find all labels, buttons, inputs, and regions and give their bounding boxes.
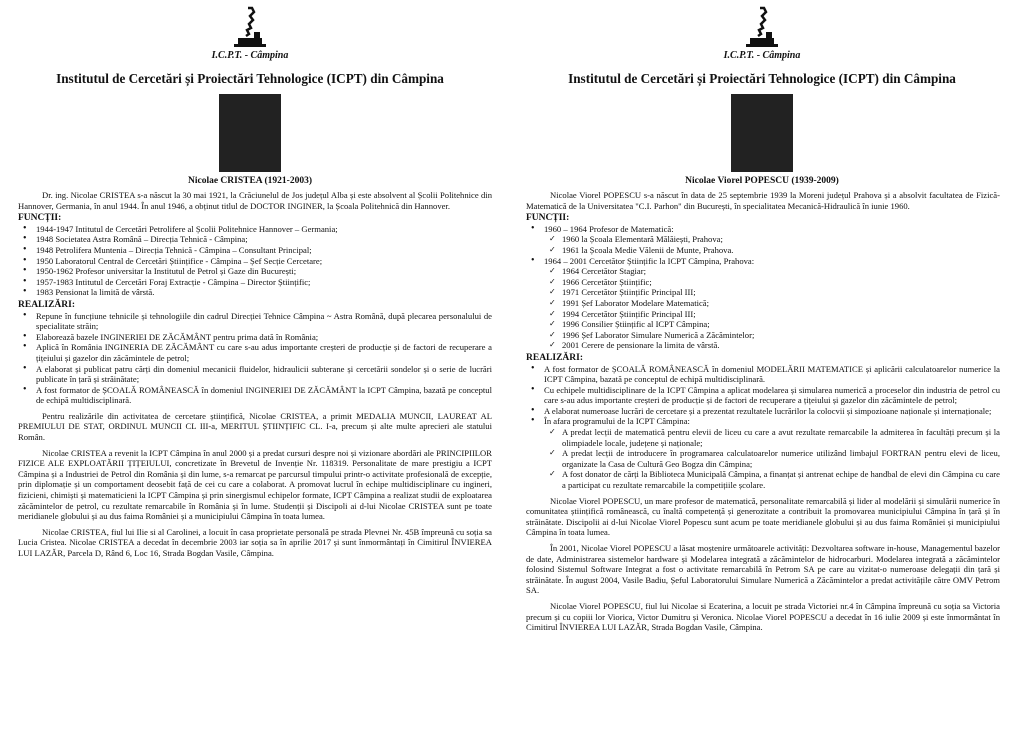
- realizari-list: [526, 364, 1000, 491]
- person-name: Nicolae Viorel POPESCU (1939-2009): [685, 176, 839, 186]
- institute-title: Institutul de Cercetări și Proiectări Tehnologice (ICPT) din Câmpina: [568, 71, 956, 86]
- icpt-logo-icon: [742, 6, 782, 50]
- list-item: ✓ 1994 Cercetător Științific Principal III;: [558, 309, 1000, 320]
- list-item: ✓ 1966 Cercetător Științific;: [558, 277, 1000, 288]
- realizari-heading: REALIZĂRI:: [18, 299, 76, 310]
- list-item: [540, 224, 1000, 256]
- functii-heading: FUNCȚII:: [526, 213, 570, 224]
- list-item: ✓ 1996 Consilier Științific al ICPT Câmpina;: [558, 319, 1000, 330]
- list-item: ✓ A fost donator de cărți la Biblioteca Municipală Câmpina, a finanțat și antrenat echipe de handbal de elevi din Câmpina cu care a participat cu rezultate remarcabile la competițiile școlare.: [558, 469, 1000, 490]
- person-name: Nicolae CRISTEA (1921-2003): [187, 176, 313, 186]
- list-item: • A elaborat și publicat patru cărți din domeniul mecanicii fluidelor, hidraulicii subterane și cercetării sondelor și o serie de lucrări publicate în țară și străinătate;: [32, 364, 492, 385]
- sub-lead: În afara programului de la ICPT Câmpina:: [544, 416, 690, 427]
- list-item: • 1950-1962 Profesor universitar la Institutul de Petrol și Gaze din București;: [32, 266, 492, 277]
- list-item: • 1983 Pensionat la limită de vârstă.: [32, 287, 492, 298]
- list-item: • Cu echipele multidisciplinare de la ICPT Câmpina a aplicat modelarea și simularea numerică a proceselor din industria de petrol cu care s-au adus importante creșteri de producție și de factori de recuperare a țițeiului și gazelor din zăcămintele de petrol;: [540, 385, 1000, 406]
- awards-paragraph: Pentru realizările din activitatea de cercetare științifică, Nicolae CRISTEA, a primit MEDALIA MUNCII, LAUREAT AL PREMIULUI DE STAT, ORDINUL MUNCII CL III-a, MERITUL ȘTIINȚIFIC CL. I-a, precum și alte multe aprecieri ale statului Român.: [18, 410, 492, 443]
- list-item: ✓ 1964 Cercetător Stagiar;: [558, 266, 1000, 277]
- logo-text: I.C.P.T. - Câmpina: [211, 50, 289, 61]
- activities-paragraph: În 2001, Nicolae Viorel POPESCU a lăsat moștenire următoarele activități: Dezvoltarea software in-house, Managementul bazelor de date, Administrarea sistemelor hardware și Modelarea integrată a zăcămintelor de hidrocarburi. Modelarea integrată a zăcămintelor folosind Sistemul Software Integrat a fost o activitate remarcabilă în Petrom SA pe care au vizitat-o numeroase delegații din țară și străinătate. În august 2004, Vasile Badiu, Șeful Laboratorului Simulare Numerică a Zăcămintelor a predat activitățile către OMV Petrom SA.: [526, 543, 1000, 596]
- list-item: • A fost formator de ȘCOALĂ ROMÂNEASCĂ în domeniul INGINERIEI DE ZĂCĂMÂNT la ICPT Câmpina, bazată pe conceptul de echipă multidisciplinară.: [32, 385, 492, 406]
- portrait-photo: [731, 94, 793, 172]
- list-item: [540, 256, 1000, 351]
- logo-text: I.C.P.T. - Câmpina: [723, 50, 801, 61]
- list-item: ✓ A predat lecții de matematică pentru elevii de liceu cu care a avut rezultate remarcabile la admiterea în facultăți precum și la olimpiadele locale, județene și naționale;: [558, 427, 1000, 448]
- sub-list: [544, 427, 1000, 491]
- group-title: 1960 – 1964 Profesor de Matematică:: [544, 223, 674, 234]
- biography-text: [526, 190, 1000, 633]
- list-item: • Repune în funcțiune tehnicile și tehnologiile din cadrul Direcției Tehnice Câmpina ~ Astra Română, după plecarea personalului de specialitate străin;: [32, 311, 492, 332]
- sub-list: [544, 234, 1000, 255]
- list-item: ✓ 1996 Șef Laborator Simulare Numerică a Zăcămintelor;: [558, 330, 1000, 341]
- biography-text: [18, 190, 492, 559]
- list-item: • 1957-1983 Intitutul de Cercetări Foraj Extracție - Câmpina – Director Științific;: [32, 277, 492, 288]
- intro-paragraph: Nicolae Viorel POPESCU s-a născut în data de 25 septembrie 1939 la Moreni județul Prahova și a absolvit facultatea de Fizică-Matematică de la Universitatea "C.I. Parhon" din București, în specialitatea Mecanică-Hidraulică în iunie 1960.: [526, 190, 1000, 211]
- right-page: [512, 0, 1012, 738]
- functii-heading: FUNCȚII:: [18, 213, 62, 224]
- list-item: • 1944-1947 Intitutul de Cercetări Petrolifere al Școlii Politehnice Hannover – Germania;: [32, 224, 492, 235]
- career-paragraph: Nicolae CRISTEA a revenit la ICPT Câmpina în anul 2000 și a predat cursuri despre noi și vizionare abordări ale PRINCIPIILOR FIZICE ALE EXPLOATĂRII ȚIȚEIULUI, concretizate în Brevetul de Invenție Nr. 118319. Personalitate de mare prestigiu a ICPT Câmpina și a Industriei de Petrol din România și din lume, s-a remarcat pe parcursul timpului printr-o activitate profesională de excepție, prin diplomație și un comportament deosebit față de cei cu care a colaborat. A promovat lucrul în echipe multidisciplinare cu ingineri, fizicieni, chimiști și matematicieni la ICPT Câmpina și prin sinergismul echipelor formate, ICPT Câmpina a realizat studii de exploatarea zăcămintelor de petrol, cu rezultate remarcabile în România și în lume. Studenții și Discipoli ai d-lui Nicolae CRISTEA sunt pe toate meridianele globului și au dus faima României și a municipiului Câmpina în toata lumea.: [18, 447, 492, 522]
- list-item: • 1948 Petrolifera Muntenia – Direcția Tehnică - Câmpina – Consultant Principal;: [32, 245, 492, 256]
- group-title: 1964 – 2001 Cercetător Științific la ICPT Câmpina, Prahova:: [544, 255, 755, 266]
- list-item: • Elaborează bazele INGINERIEI DE ZĂCĂMÂNT pentru prima dată în România;: [32, 332, 492, 343]
- functii-list: [526, 224, 1000, 351]
- family-paragraph: Nicolae CRISTEA, fiul lui Ilie si al Carolinei, a locuit în casa proprietate personală pe strada Plevnei Nr. 45B împreună cu soția sa Lucia Cristea. Nicolae CRISTEA a decedat în decembrie 2003 iar soția sa în aprilie 2017 și sunt înmormântați în Cimitirul ÎNVIEREA LUI LAZĂR, Parcela D, Rând 6, Loc 16, Strada Bogdan Vasile, Câmpina.: [18, 526, 492, 558]
- family-paragraph: Nicolae Viorel POPESCU, fiul lui Nicolae si Ecaterina, a locuit pe strada Victoriei nr.4 în Câmpina împreună cu soția sa Victoria precum și cu copiii lor Viorica, Victor Dumitru și Veronica. Nicolae Viorel POPESCU a decedat în 16 iulie 2009 și este înmormântat în Cimitirul ÎNVIEREA LUI LAZĂR, Strada Bogdan Vasile, Câmpina.: [526, 600, 1000, 633]
- list-item: [540, 416, 1000, 490]
- intro-paragraph: Dr. ing. Nicolae CRISTEA s-a născut la 30 mai 1921, la Crăciunelul de Jos județul Alba și este absolvent al Școlii Politehnice din Hannover, Germania, în anul 1944. În anul 1946, a obținut titlul de DOCTOR INGINER, la Școala Politehnică din Hannover.: [18, 190, 492, 211]
- realizari-heading: REALIZĂRI:: [526, 352, 584, 363]
- functii-list: [18, 224, 492, 298]
- list-item: ✓ 2001 Cerere de pensionare la limita de vârstă.: [558, 340, 1000, 351]
- portrait-photo: [219, 94, 281, 172]
- list-item: • A elaborat numeroase lucrări de cercetare și a prezentat rezultatele lucrărilor la colocvii și simpozioane naționale și internaționale;: [540, 406, 1000, 417]
- list-item: • 1950 Laboratorul Central de Cercetări Științifice - Câmpina – Șef Secție Cercetare;: [32, 256, 492, 267]
- list-item: • 1948 Societatea Astra Română – Direcția Tehnică - Câmpina;: [32, 234, 492, 245]
- list-item: ✓ 1991 Șef Laborator Modelare Matematică;: [558, 298, 1000, 309]
- left-page: [0, 0, 500, 738]
- list-item: ✓ 1960 la Școala Elementară Mălăiești, Prahova;: [558, 234, 1000, 245]
- list-item: • Aplică în România INGINERIA DE ZĂCĂMÂNT cu care s-au adus importante creșteri de producție și de factori de recuperare a țițeiului și gazelor din zăcămintele de petrol;: [32, 342, 492, 363]
- legacy-paragraph: Nicolae Viorel POPESCU, un mare profesor de matematică, personalitate remarcabilă și lider al modelării și simulării numerice în comunitatea științifică românească, cu înaltă competență și generozitate a contribuit la promovarea municipiului Câmpina în țară și în străinătate. Discipolii ai d-lui Nicolae Viorel Popescu sunt acum pe toate meridianele globului și au dus faima României și municipiului Câmpina în toata lumea.: [526, 495, 1000, 538]
- list-item: • A fost formator de ȘCOALĂ ROMÂNEASCĂ în domeniul MODELĂRII MATEMATICE și aplicării calculatoarelor numerice la ICPT Câmpina, bazată pe conceptul de echipă multidisciplinară.: [540, 364, 1000, 385]
- icpt-logo-icon: [230, 6, 270, 50]
- list-item: ✓ 1971 Cercetător Științific Principal III;: [558, 287, 1000, 298]
- realizari-list: [18, 311, 492, 406]
- list-item: ✓ 1961 la Școala Medie Vălenii de Munte, Prahova.: [558, 245, 1000, 256]
- sub-list: [544, 266, 1000, 351]
- list-item: ✓ A predat lecții de introducere în programarea calculatoarelor numerice utilizând limbajul FORTRAN pentru elevi de liceu, organizate la Casa de Cultură Geo Bogza din Câmpina;: [558, 448, 1000, 469]
- institute-title: Institutul de Cercetări și Proiectări Tehnologice (ICPT) din Câmpina: [56, 71, 444, 86]
